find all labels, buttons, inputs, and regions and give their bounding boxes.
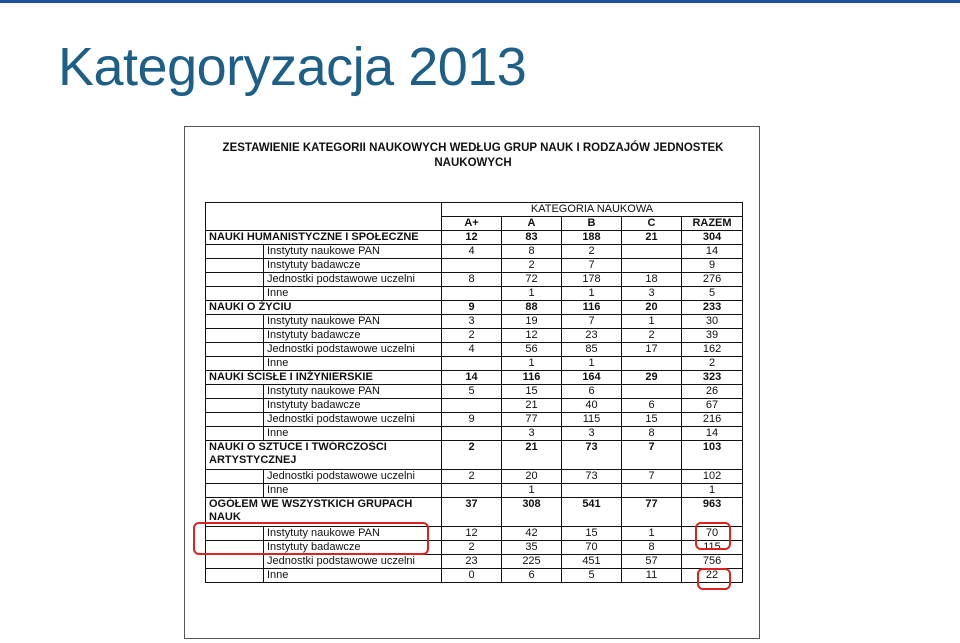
value-cell: 116 [502,371,562,385]
value-cell: 2 [502,259,562,273]
value-cell: 15 [622,413,682,427]
value-cell [622,357,682,371]
indent-cell [206,273,264,287]
value-cell: 8 [502,245,562,259]
indent-cell [206,569,264,583]
value-cell: 70 [682,527,743,541]
value-cell: 2 [622,329,682,343]
row-label: Inne [264,357,442,371]
row-label: Jednostki podstawowe uczelni [264,413,442,427]
value-cell [442,484,502,498]
group-row [206,371,743,385]
value-cell: 21 [622,231,682,245]
value-cell: 8 [442,273,502,287]
row-label: Instytuty naukowe PAN [264,245,442,259]
value-cell: 9 [442,301,502,315]
row-label: Instytuty naukowe PAN [264,315,442,329]
indent-cell [206,259,264,273]
row-label: Inne [264,484,442,498]
value-cell: 19 [502,315,562,329]
value-cell: 115 [562,413,622,427]
indent-cell [206,555,264,569]
table-row [206,569,743,583]
table-row [206,259,743,273]
value-cell: 14 [442,371,502,385]
group-label: OGÓŁEM WE WSZYSTKICH GRUPACH NAUK [206,498,442,527]
row-label: Jednostki podstawowe uczelni [264,470,442,484]
table-row [206,399,743,413]
value-cell: 2 [442,441,502,470]
value-cell: 42 [502,527,562,541]
table-row [206,245,743,259]
slide-title: Kategoryzacja 2013 [58,37,527,97]
value-cell: 70 [562,541,622,555]
value-cell: 3 [442,315,502,329]
row-label: Instytuty naukowe PAN [264,527,442,541]
table-row [206,484,743,498]
value-cell: 162 [682,343,743,357]
header-kategoria: KATEGORIA NAUKOWA [442,203,743,217]
group-row [206,441,743,470]
value-cell: 1 [622,315,682,329]
value-cell: 1 [622,527,682,541]
value-cell: 18 [622,273,682,287]
value-cell: 3 [622,287,682,301]
group-row [206,301,743,315]
indent-cell [206,357,264,371]
value-cell: 2 [682,357,743,371]
table-row [206,343,743,357]
value-cell: 308 [502,498,562,527]
value-cell: 26 [682,385,743,399]
column-header: A+ [442,217,502,231]
value-cell: 14 [682,245,743,259]
row-label: Instytuty badawcze [264,259,442,273]
value-cell: 15 [562,527,622,541]
value-cell: 6 [622,399,682,413]
value-cell: 20 [502,470,562,484]
value-cell: 5 [562,569,622,583]
value-cell: 1 [502,484,562,498]
group-label: NAUKI ŚCISŁE I INŻYNIERSKIE [206,371,442,385]
document-heading-line1: ZESTAWIENIE KATEGORII NAUKOWYCH WEDŁUG GRUP NAUK I RODZAJÓW JEDNOSTEK [222,142,724,154]
value-cell: 4 [442,343,502,357]
value-cell: 72 [502,273,562,287]
value-cell: 304 [682,231,743,245]
table-row [206,287,743,301]
value-cell: 178 [562,273,622,287]
value-cell: 73 [562,441,622,470]
value-cell: 7 [622,470,682,484]
table-row [206,273,743,287]
value-cell [622,385,682,399]
indent-cell [206,329,264,343]
value-cell: 57 [622,555,682,569]
indent-cell [206,484,264,498]
column-header: RAZEM [682,217,743,231]
value-cell: 14 [682,427,743,441]
value-cell: 1 [562,357,622,371]
indent-cell [206,413,264,427]
value-cell: 756 [682,555,743,569]
value-cell: 216 [682,413,743,427]
value-cell: 5 [442,385,502,399]
group-label: NAUKI HUMANISTYCZNE I SPOŁECZNE [206,231,442,245]
value-cell: 7 [562,259,622,273]
value-cell: 23 [442,555,502,569]
value-cell: 85 [562,343,622,357]
value-cell: 103 [682,441,743,470]
value-cell: 233 [682,301,743,315]
value-cell [442,399,502,413]
row-label: Jednostki podstawowe uczelni [264,273,442,287]
row-label: Jednostki podstawowe uczelni [264,343,442,357]
value-cell: 2 [562,245,622,259]
value-cell: 39 [682,329,743,343]
value-cell: 67 [682,399,743,413]
row-label: Inne [264,287,442,301]
row-label: Inne [264,569,442,583]
value-cell: 2 [442,470,502,484]
value-cell: 35 [502,541,562,555]
highlight-total-value [695,522,731,550]
group-label: NAUKI O ŻYCIU [206,301,442,315]
highlight-badawcze-value [697,568,731,590]
value-cell: 6 [502,569,562,583]
value-cell: 9 [682,259,743,273]
value-cell: 164 [562,371,622,385]
value-cell: 3 [502,427,562,441]
document-heading-line2: NAUKOWYCH [434,157,512,169]
row-label: Inne [264,427,442,441]
value-cell [622,259,682,273]
table-row [206,427,743,441]
value-cell: 30 [682,315,743,329]
value-cell [622,245,682,259]
value-cell: 8 [622,427,682,441]
table-row [206,357,743,371]
value-cell: 963 [682,498,743,527]
value-cell: 6 [562,385,622,399]
value-cell: 2 [442,541,502,555]
value-cell: 77 [622,498,682,527]
value-cell: 541 [562,498,622,527]
indent-cell [206,287,264,301]
value-cell: 83 [502,231,562,245]
value-cell [442,287,502,301]
indent-cell [206,385,264,399]
value-cell: 56 [502,343,562,357]
row-label: Instytuty badawcze [264,329,442,343]
column-header: A [502,217,562,231]
group-row [206,231,743,245]
value-cell: 21 [502,441,562,470]
value-cell: 225 [502,555,562,569]
value-cell: 323 [682,371,743,385]
row-label: Instytuty badawcze [264,399,442,413]
value-cell: 2 [442,329,502,343]
value-cell [442,357,502,371]
value-cell: 73 [562,470,622,484]
value-cell: 1 [502,287,562,301]
value-cell: 116 [562,301,622,315]
value-cell: 3 [562,427,622,441]
value-cell: 1 [562,287,622,301]
indent-cell [206,245,264,259]
indent-cell [206,427,264,441]
value-cell: 12 [502,329,562,343]
table-header-group-row [206,203,743,217]
header-blank-cell [206,203,442,231]
value-cell: 4 [442,245,502,259]
value-cell: 12 [442,231,502,245]
table-row [206,329,743,343]
indent-cell [206,470,264,484]
indent-cell [206,315,264,329]
value-cell: 40 [562,399,622,413]
value-cell: 17 [622,343,682,357]
value-cell: 88 [502,301,562,315]
row-label: Instytuty badawcze [264,541,442,555]
row-label: Instytuty naukowe PAN [264,385,442,399]
top-accent-bar [0,0,960,3]
value-cell: 20 [622,301,682,315]
table-row [206,413,743,427]
table-row [206,385,743,399]
value-cell: 276 [682,273,743,287]
indent-cell [206,343,264,357]
value-cell: 22 [682,569,743,583]
column-header: B [562,217,622,231]
document-scan [184,126,760,639]
table-row [206,470,743,484]
table-row [206,555,743,569]
value-cell: 11 [622,569,682,583]
document-heading [185,141,761,171]
value-cell: 15 [502,385,562,399]
value-cell: 1 [502,357,562,371]
value-cell: 1 [682,484,743,498]
table-row [206,315,743,329]
value-cell: 115 [682,541,743,555]
value-cell [442,259,502,273]
value-cell: 451 [562,555,622,569]
value-cell: 77 [502,413,562,427]
value-cell: 23 [562,329,622,343]
value-cell: 21 [502,399,562,413]
value-cell [562,484,622,498]
value-cell [622,484,682,498]
value-cell: 7 [622,441,682,470]
value-cell: 9 [442,413,502,427]
row-label: Jednostki podstawowe uczelni [264,555,442,569]
value-cell: 8 [622,541,682,555]
value-cell: 12 [442,527,502,541]
value-cell: 102 [682,470,743,484]
indent-cell [206,399,264,413]
value-cell: 5 [682,287,743,301]
group-label: NAUKI O SZTUCE I TWÓRCZOŚCI ARTYSTYCZNEJ [206,441,442,470]
column-header: C [622,217,682,231]
value-cell: 37 [442,498,502,527]
highlight-total-label [193,522,429,555]
value-cell: 0 [442,569,502,583]
value-cell: 29 [622,371,682,385]
value-cell: 7 [562,315,622,329]
value-cell: 188 [562,231,622,245]
value-cell [442,427,502,441]
